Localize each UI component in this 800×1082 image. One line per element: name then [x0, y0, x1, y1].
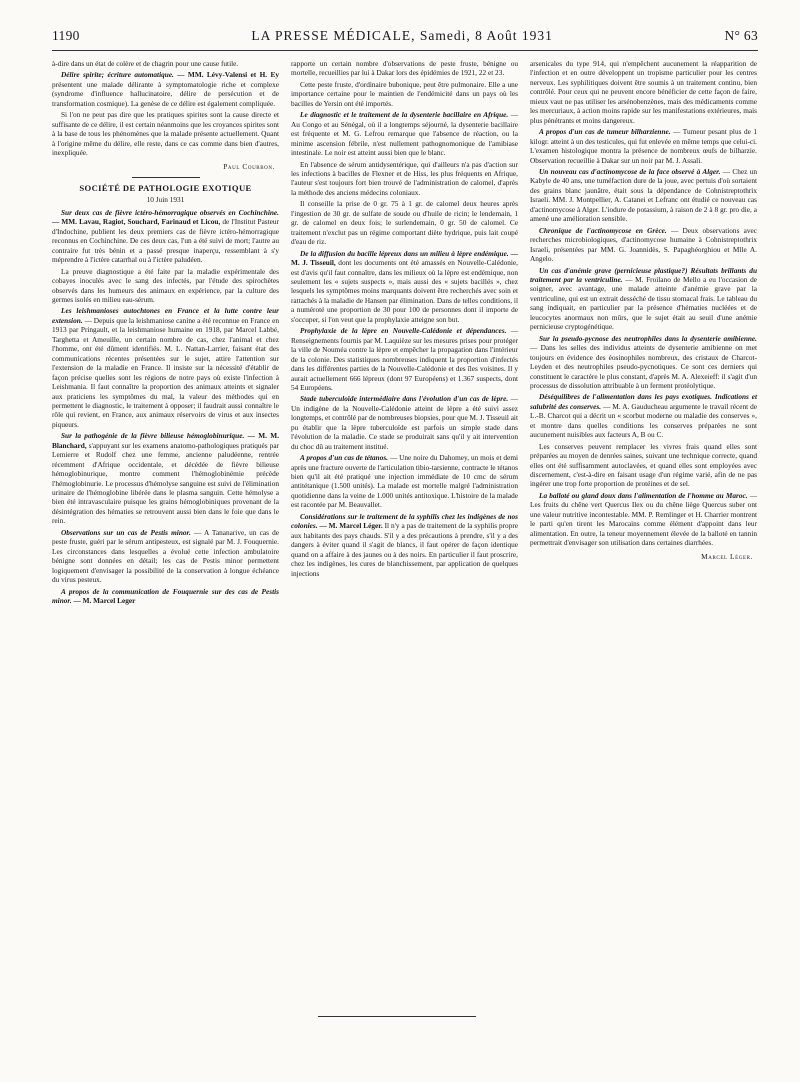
abstract-heading: Délire spirite; écriture automatique. [61, 70, 174, 80]
abstract-authors: — M. Marcel Léger. [319, 521, 383, 531]
abstract-text: — A Tananarive, un cas de peste fruste, guéri par le sérum antipesteux, est signalé par M. J. Fouquernie. Les circonstances dans lesquelles a évolué cette infection ambulatoire bénigne sont données en détail; les cas de Pestis minor permettent logiquement d'envisager la possibilité de la conservation à longue échéance du virus pesteux. [52, 527, 279, 585]
abstract-heading: Un nouveau cas d'actinomycose de la face observé à Alger. [539, 166, 721, 176]
journal-title [251, 28, 553, 44]
abstract-bacille-lepreux [291, 249, 518, 325]
abstract-actinomycose-alger [530, 167, 757, 224]
abstract-text: — M. Froilano de Mello a eu l'occasion de soigner, avec avantage, une malade atteinte d'anémie grave par la ventriculine, qui est un extrait desséché de tissu stomacal frais. Le tableau du sang indiquait, en particulier par la présence d'hématies nucléées et de leucocytes anormaux non mûrs, que le sujet était au seuil d'une anémie pernicieuse cryptogénétique. [530, 274, 758, 332]
abstract-text: — Les fruits du chêne vert Quercus Ilex ou du chêne liège Quercus suber ont une valeur nutritive incontestable. MM. P. Remlinger et H. Charrier montrent le parti qu'en tirent les Marocains comme élément d'appoint dans leur alimentation. En outre, la teneur moyennement élevée de la balloté en tannin permettrait d'envisager son utilisation dans certaines diarrhées. [530, 490, 757, 548]
journal-page [52, 28, 758, 1047]
abstract-authors: — M. Marcel Leger [73, 596, 136, 606]
paragraph: rapporte un certain nombre d'observations de peste fruste, bénigne ou mortelle, recueillies par lui à Dakar lors des épidémies de 1921, 22 et 23. [291, 59, 518, 78]
abstract-authors: — MM. Lévy-Valensi et H. Ey [177, 70, 279, 80]
abstract-heading: Sur deux cas de fièvre ictéro-hémorragique observés en Cochinchine. [61, 207, 279, 217]
signature: Marcel Léger. [701, 551, 753, 561]
abstract-heading: La balloté ou gland doux dans l'alimentation de l'homme au Maroc. [539, 490, 748, 500]
paragraph: Si l'on ne peut pas dire que les pratiques spirites sont la cause directe et suffisante de ce délire, il est certain néanmoins que les croyances spirites sont à la base de tous les phénomènes que la malade présente actuellement. Quant à l'origine même du délire, elle reste, dans ce cas comme dans bien d'autres, inexpliquée. [52, 110, 279, 158]
paragraph: arsenicales du type 914, qui n'empêchent aucunement la réapparition de l'infection et en outre développent un tropisme particulier pour les centres nerveux. Les syphilitiques doivent être soumis à un traitement continu, bien contrôlé. Pour ceux qui ne peuvent encore bénéficier de cette façon de faire, mieux vaut ne pas utiliser les arsénobenzènes, mais des médicaments comme les mercuriaux, à action moins rapide sur les manifestations extérieures, mais plus pénétrants et moins dangereux. [530, 59, 757, 125]
issue-number: N° 63 [724, 28, 758, 43]
section-title: SOCIÉTÉ DE PATHOLOGIE EXOTIQUE [79, 182, 252, 193]
abstract-heading: A propos de la communication de Fouquernie sur des cas de Pestis minor. [52, 586, 279, 606]
abstract-text: — Un indigène de la Nouvelle-Calédonie atteint de lèpre a été suivi assez longtemps, et contrôlé par de nombreuses biopsies, pour que M. J. Tisseuil ait pu établir que la lèpre tuberculoïde est parfois un simple stade dans l'évolution de la maladie. Ce stade se produirait sans qu'il y ait intervention du choc dû au traitement institué. [291, 394, 518, 451]
page-number: 1190 [52, 28, 80, 43]
column-3 [530, 59, 757, 1047]
paragraph: à-dire dans un état de colère et de chagrin pour une cause futile. [52, 59, 239, 68]
abstract-ictero [52, 208, 279, 265]
abstract-text: dont les documents ont été amassés en Nouvelle-Calédonie, est d'avis qu'il faut connaître, dans les milieux où la lèpre est endémique, non seulement les « sujets suspects », mais aussi des « sujets bacillés », chez lesquels les symptômes moins marquants doivent être recherchés avec soin et rattachés à la maladie de Hansen par élimination. Dans de telles conditions, il a numéroté une proportion de 30 pour 100 de personnes dont il importe de s'occuper, si l'on veut que la prophylaxie atteigne son but. [291, 258, 518, 324]
abstract-heading: Un cas d'anémie grave (pernicieuse plastique?) Résultats brillants du traitement par la ventriculine. [530, 265, 757, 284]
abstract-ballote [530, 491, 757, 548]
abstract-prophylaxie-lepre [291, 326, 518, 392]
footer-rule [318, 1016, 476, 1017]
abstract-pestis [52, 528, 279, 585]
column-1 [52, 59, 279, 1047]
section-date: 10 Juin 1931 [146, 195, 185, 205]
abstract-text: s'appuyant sur les examens anatomo-pathologiques pratiqués par Lemierre et Rudolf chez une femme, ancienne paludéenne, rentrée récemment d'Afrique occidentale, et décédée de fièvre bilieuse hémoglobinurique, montre comment l'hémoglobinémie précède l'hémoglobinurie. Le processus d'hémolyse sanguine est suivi de l'élimination urinaire de l'hémoglobine libérée dans le plasma sanguin. Cette hémolyse a bien été intravasculaire puisque les grains hémoglobiniques provenant de la désintégration des hématies se retrouvent aussi bien dans le foie que dans le rein. [52, 440, 279, 526]
abstract-heading: Sur la pseudo-pycnose des neutrophiles dans la dysenterie amibienne. [539, 333, 757, 343]
abstract-text: — Dans les selles des individus atteints de dysenterie amibienne on met toujours en évidence des éosinophiles nombreux, des cristaux de Charcot-Leyden et des neutrophiles pseudo-pycnotiques. Ce sont ces derniers qui constituent le caractère le plus constant, d'après M. A. Alexeieff: il s'agit d'un processus de dissolution attribuable à un ferment protéolytique. [530, 343, 757, 390]
abstract-text: — Chez un Kabyle de 40 ans, une tuméfaction dure de la joue, avec pertuis d'où sortaient des grains blanc jaunâtre, était sous la dépendance de Cohnistreptothrix Israeli. MM. J. Montpellier, A. Catanei et Lefranc ont étudié ce nouveau cas d'actinomycose à Alger. L'iodure de potassium, à raison de 2 à 8 gr. pro die, a amené une amélioration sensible. [530, 166, 757, 224]
paragraph: En l'absence de sérum antidysentérique, qui d'ailleurs n'a pas d'action sur les infections à bacilles de Flexner et de Hiss, les plus fréquents en Afrique, l'auteur s'est toujours fort bien trouvé de l'administration de calomel, d'après la méthode des anciens médecins coloniaux. [291, 159, 518, 197]
abstract-stade-tuberculoide [291, 394, 518, 451]
abstract-text: — Renseignements fournis par M. Laquièze sur les mesures prises pour protéger la ville de Nouméa contre la lèpre et empêcher la propagation dans l'intérieur de la colonie. Des statistiques nombreuses indiquent la proportion d'infectés dans les différentes parties de la Nouvelle-Calédonie et des îles voisines. Il y aurait actuellement 666 lépreux (dont 97 Européens) et 1.367 suspects, dont 54 Européens. [291, 326, 518, 392]
abstract-text: — M. A. Gauducheau argumente le travail récent de L.-B. Charcot qui a décrit un « scorbut moderne ou maladie des conserves », et montre dans quelles conditions les conserves préparées ne sont aucunement nuisibles aux facteurs A, B ou C. [530, 401, 757, 440]
abstract-bilieuse [52, 431, 279, 526]
abstract-leishmanioses [52, 306, 279, 429]
abstract-heading: Prophylaxie de la lèpre en Nouvelle-Calédonie et dépendances. [300, 326, 507, 336]
abstract-fouquernie [52, 587, 279, 606]
text-columns [52, 59, 758, 1047]
abstract-text: — Deux observations avec recherches microbiologiques, d'actinomycose humaine à Cohnistreptothrix Israeli, présentées par MM. G. Joannidès, S. Papaghéorghiou et Mlle A. Angelo. [530, 225, 757, 264]
abstract-text: — Au Congo et au Sénégal, où il a longtemps séjourné, la dysenterie bacillaire est fréquente et M. G. Lefrou remarque que l'absence de réaction, ou la minime ascension fébrile, n'est nullement pathognomonique de l'amibiase intestinale. Le noir est atteint aussi bien que le blanc. [291, 110, 518, 158]
abstract-syphilis [291, 512, 518, 578]
signature: Paul Courbon. [223, 161, 275, 171]
abstract-heading: A propos d'un cas de tétanos. [300, 453, 389, 463]
abstract-text: — Une noire du Dahomey, un mois et demi après une fracture ouverte de l'articulation tibio-tarsienne, contracte le tétanos bien qu'il ait été pratiqué une injection immédiate de 10 cmc de sérum antitétanique (1.500 unités). La malade est mortelle malgré l'administration quotidienne dans la veine de 1.000 unités antitoxique. L'histoire de la malade est racontée par M. Beauvallet. [291, 453, 519, 510]
abstract-text: — Depuis que la leishmaniose canine a été reconnue en France en 1913 par Pringault, et la leishmaniose humaine en 1918, par Marcel Labbé, Targhetta et Ameuille, un certain nombre de cas, chez l'animal et chez l'homme, ont été dûment identifiés. M. L. Nattan-Larrier, faisant état des communications récentes présentées sur le sujet, attire l'attention sur l'extension de la maladie en France. Il insiste sur la nécessité d'établir de façon précise quelles sont les régions de notre pays où existe l'infection à Leishmania. Il faut connaître la proportion des animaux atteints et signaler aux praticiens les symptômes du mal, la valeur des méthodes qui en permettent le diagnostic, le traitement à opposer; il faudrait aussi connaître le rôle qui revient, en France, aux animaux réservoirs de virus et aux insectes piqueurs. [52, 315, 279, 429]
journal-name: LA PRESSE MÉDICALE, [251, 28, 416, 43]
abstract-pseudo-pycnose [530, 334, 757, 391]
abstract-tetanos [291, 453, 518, 510]
abstract-heading: Sur la pathogénie de la fièvre bilieuse hémoglobinurique. [61, 431, 245, 441]
abstract-alimentation [530, 392, 757, 439]
abstract-dysenterie [291, 110, 518, 157]
abstract-anemie [530, 266, 757, 332]
abstract-heading: Considérations sur le traitement de la syphilis chez les indigènes de nos colonies. [291, 511, 518, 531]
abstract-heading: A propos d'un cas de tumeur bilharzienne. [539, 127, 671, 137]
column-2 [291, 59, 518, 1047]
abstract-authors: — M. J. Tisseuil, [291, 248, 518, 268]
abstract-text: de l'Institut Pasteur d'Indochine, publient les deux premiers cas de fièvre ictéro-hémorragique reconnus en Cochinchine. De ces deux cas, l'un a été suivi de mort; l'autre au contraire fut très bénin et a passé presque inaperçu, ressemblant à s'y méprendre à l'ictère catarrhal ou à l'ictère paludéen. [52, 217, 279, 265]
header-rule [52, 50, 758, 51]
abstract-heading: Chronique de l'actinomycose en Grèce. [539, 225, 667, 235]
issue-date: Samedi, 8 Août 1931 [419, 28, 553, 43]
abstract-heading: Stade tuberculoïde intermédiaire dans l'évolution d'un cas de lèpre. [300, 394, 509, 404]
abstract-heading: Observations sur un cas de Pestis minor. [61, 527, 191, 537]
abstract-authors: — MM. Lavau, Ragiot, Souchard, Farinaud et Licou, [52, 217, 221, 227]
paragraph: Il conseille la prise de 0 gr. 75 à 1 gr. de calomel deux heures après l'ingestion de 30 gr. de sulfate de soude ou d'huile de ricin; le lendemain, 1 gr. de calomel en deux fois; le surlendemain, 0 gr. 50 de calomel. Ce traitement n'exclut pas un régime comportant diète hydrique, puis lait coupé d'eau de riz. [291, 199, 518, 247]
paragraph: Cette peste fruste, d'ordinaire bubonique, peut être pulmonaire. Elle a une importance certaine pour le maintien de l'endémicité dans un pays où les bacilles de Yersin ont été importés. [291, 79, 518, 108]
paragraph: La preuve diagnostique a été faite par la maladie expérimentale des cobayes inoculés avec le sang des infectés, par l'étude des spirochètes observés dans les humeurs des animaux en expérience, par la culture des germes isolés en milieu eau-sérum. [52, 266, 279, 304]
abstract-heading: De la diffusion du bacille lépreux dans un milieu à lèpre endémique. [300, 248, 509, 258]
separator-rule [132, 177, 200, 178]
abstract-bilharzie [530, 127, 757, 165]
paragraph: Les conserves peuvent remplacer les vivres frais quand elles sont préparées au moyen de denrées saines, suivant une technique correcte, quand elles ont été suffisamment autoclavées, et quand elles sont employées avec discernement, c'est-à-dire en faisant usage d'un régime varié, afin de ne pas ingérer une trop forte proportion de protéines et de sel. [530, 441, 757, 489]
page-header [52, 28, 758, 46]
abstract-text: présentent une malade délirante à symptomatologie riche et complexe (syndrome d'influence hallucinatoire, délire de persécution et de transformation cosmique). La genèse de ce délire est également compliquée. [52, 79, 279, 108]
abstract-authors: — M. M. Blanchard, [52, 431, 279, 450]
abstract-heading: Les leishmanioses autochtones en France et la lutte contre leur extension. [52, 306, 279, 325]
abstract-actinomycose-grece [530, 226, 757, 264]
abstract-text: Il n'y a pas de traitement de la syphilis propre aux habitants des pays chauds. S'il y a des précautions à prendre, s'il y a des dangers à éviter quand il s'agit de blancs, il faut opérer de façon identique quand on a affaire à des jaunes ou à des noirs. En particulier il faut proscrire, chez les indigènes, les cures de blanchissement, par application de quelques injections [291, 521, 519, 578]
abstract-delire [52, 70, 279, 108]
abstract-text: — Tumeur pesant plus de 1 kilogr. atteint à un des testicules, qui fut enlevée en même temps que celui-ci. L'examen histologique montra la présence de nombreux œufs de bilharzie. Observation recueillie à Dakar sur un noir par M. J. Assali. [530, 127, 757, 165]
abstract-heading: Déséquilibres de l'alimentation dans les pays exotiques. Indications et salubrité des conserves. [530, 392, 757, 411]
abstract-heading: Le diagnostic et le traitement de la dysenterie bacillaire en Afrique. [300, 110, 509, 120]
